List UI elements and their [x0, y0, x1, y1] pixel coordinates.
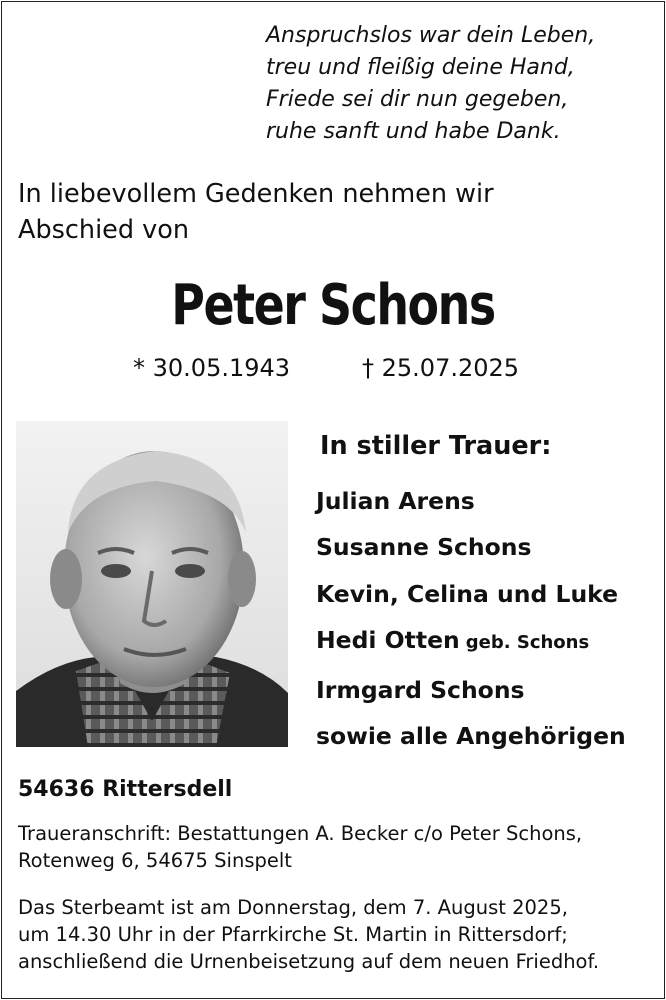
mourner-item [316, 478, 656, 524]
intro-text [18, 176, 638, 248]
deceased-name: Peter Schons [171, 273, 495, 338]
mourners-list [316, 478, 656, 759]
mourner-name: sowie alle Angehörigen [316, 722, 626, 751]
mourner-name: Irmgard Schons [316, 675, 525, 704]
mourner-name: Kevin, Celina und Luke [316, 579, 619, 608]
mourner-name: Julian Arens [316, 487, 475, 515]
service-line: um 14.30 Uhr in der Pfarrkirche St. Martin in Rittersdorf; [18, 923, 568, 946]
poem-line: Friede sei dir nun gegeben, [266, 87, 569, 112]
mourner-name: Hedi Otten [316, 626, 460, 655]
poem-line: treu und fleißig deine Hand, [266, 55, 575, 80]
service-line: anschließend die Urnenbeisetzung auf dem neuen Friedhof. [18, 950, 600, 973]
mourning-address [18, 820, 658, 874]
mourner-item [316, 571, 656, 617]
mourner-item [316, 713, 656, 759]
address-line: Traueranschrift: Bestattungen A. Becker c/o Peter Schons, [18, 822, 583, 845]
birth-date: * 30.05.1943 [133, 354, 291, 382]
poem-line: Anspruchslos war dein Leben, [266, 23, 596, 48]
portrait-photo [16, 421, 288, 747]
poem-line: ruhe sanft und habe Dank. [266, 119, 561, 144]
death-date: † 25.07.2025 [362, 354, 520, 382]
intro-line: In liebevollem Gedenken nehmen wir [18, 179, 494, 209]
place-of-residence: 54636 Rittersdell [18, 777, 233, 802]
mourner-maiden-name: geb. Schons [465, 632, 590, 654]
poem [266, 20, 658, 148]
service-details [18, 894, 663, 975]
address-line: Rotenweg 6, 54675 Sinspelt [18, 849, 292, 872]
service-line: Das Sterbeamt ist am Donnerstag, dem 7. August 2025, [18, 896, 568, 919]
intro-line: Abschied von [18, 215, 190, 245]
mourning-heading: In stiller Trauer: [320, 431, 552, 461]
mourner-item [316, 524, 656, 570]
mourner-item [316, 667, 656, 713]
mourner-item [316, 617, 656, 666]
mourner-name: Susanne Schons [316, 533, 532, 562]
